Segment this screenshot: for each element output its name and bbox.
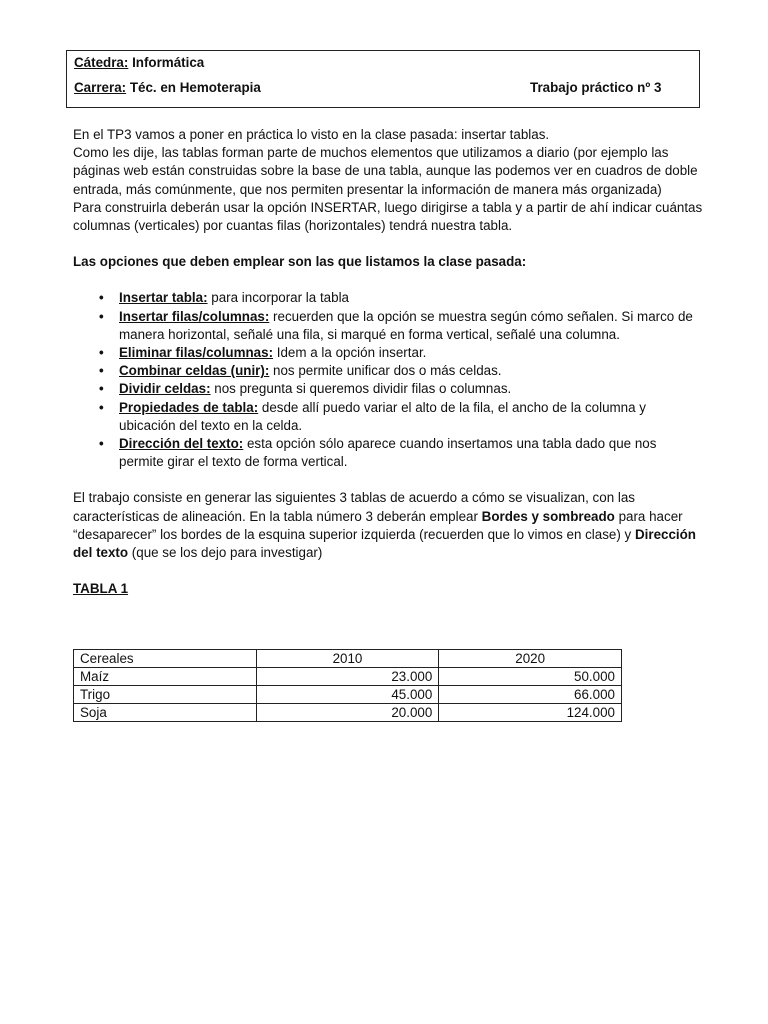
list-item [73, 399, 703, 435]
bullet-icon: • [99, 308, 104, 324]
work-paragraph [73, 489, 703, 562]
bullet-icon: • [99, 399, 104, 415]
table-cell: 50.000 [439, 668, 622, 686]
options-heading: Las opciones que deben emplear son las que listamos la clase pasada: [73, 254, 527, 270]
table-row [74, 686, 622, 704]
option-term: Insertar tabla: [119, 290, 208, 306]
work-bold-2: Dirección del texto [73, 526, 696, 561]
option-text: Idem a la opción insertar. [273, 345, 427, 361]
option-text: nos pregunta si queremos dividir filas o columnas. [210, 381, 512, 397]
table-header-cell: Cereales [74, 650, 257, 668]
table-cell: Maíz [74, 668, 257, 686]
carrera-value: Téc. en Hemoterapia [129, 80, 261, 95]
option-term: Combinar celdas (unir): [119, 363, 270, 379]
header-box [66, 50, 700, 108]
carrera-label: Carrera: [74, 80, 127, 95]
work-text-2: para hacer “desaparecer” los bordes de la esquina superior izquierda (recuerden que lo vimos en clase) y [73, 508, 683, 542]
table-row [74, 704, 622, 722]
bullet-icon: • [99, 363, 104, 379]
option-text: recuerden que la opción se muestra según cómo señalen. Si marco de manera horizontal, señalé una fila, si marqué en forma vertical, señalé una columna. [119, 308, 693, 342]
document-body [73, 126, 703, 598]
table-1 [73, 649, 622, 722]
work-bold-1: Bordes y sombreado [481, 508, 615, 524]
table-header-cell: 2010 [256, 650, 439, 668]
option-text: para incorporar la tabla [207, 290, 349, 306]
list-item [73, 344, 703, 362]
table-cell: 124.000 [439, 704, 622, 722]
option-text: esta opción sólo aparece cuando insertamos una tabla dado que nos permite girar el texto de forma vertical. [119, 436, 657, 470]
list-item [73, 380, 703, 398]
table-row [74, 668, 622, 686]
table-cell: 23.000 [256, 668, 439, 686]
table-cell: 20.000 [256, 704, 439, 722]
catedra-label: Cátedra: [74, 55, 129, 70]
bullet-icon: • [99, 381, 104, 397]
table-cell: 66.000 [439, 686, 622, 704]
table-header-cell: 2020 [439, 650, 622, 668]
table-cell: 45.000 [256, 686, 439, 704]
intro-paragraph-1: En el TP3 vamos a poner en práctica lo visto en la clase pasada: insertar tablas. [73, 127, 550, 142]
option-term: Dividir celdas: [119, 381, 211, 397]
catedra-line [74, 55, 204, 70]
work-text-1: El trabajo consiste en generar las siguientes 3 tablas de acuerdo a cómo se visualizan, con las características de alineación. En la tabla número 3 deberán emplear [73, 490, 635, 524]
list-item [73, 362, 703, 380]
table-cell: Trigo [74, 686, 257, 704]
bullet-icon: • [99, 290, 104, 306]
option-term: Propiedades de tabla: [119, 399, 259, 415]
option-text: nos permite unificar dos o más celdas. [269, 363, 502, 379]
intro-paragraph-2: Como les dije, las tablas forman parte de muchos elementos que utilizamos a diario (por ejemplo las páginas web están construidas sobre la base de una tabla, aunque las podemos ver en cuadros de doble entrada, más comúnmente, que nos permiten presentar la información de manera más organizada) [73, 145, 698, 197]
option-text: desde allí puedo variar el alto de la fila, el ancho de la columna y ubicación del texto en la celda. [119, 399, 646, 433]
work-text-3: (que se los dejo para investigar) [128, 545, 323, 561]
catedra-value: Informática [132, 55, 205, 70]
list-item [73, 435, 703, 471]
bullet-icon: • [99, 436, 104, 452]
list-item [73, 289, 703, 307]
carrera-line [74, 80, 261, 95]
table-1-title: TABLA 1 [73, 581, 129, 597]
table-header-row [74, 650, 622, 668]
option-term: Dirección del texto: [119, 436, 244, 452]
list-item [73, 308, 703, 344]
table-cell: Soja [74, 704, 257, 722]
option-term: Insertar filas/columnas: [119, 308, 270, 324]
options-list [73, 289, 703, 471]
intro-paragraph-3: Para construirla deberán usar la opción INSERTAR, luego dirigirse a tabla y a partir de ahí indicar cuántas columnas (verticales) por cuantas filas (horizontales) tendrá nuestra tabla. [73, 199, 703, 234]
option-term: Eliminar filas/columnas: [119, 345, 274, 361]
trabajo-practico-label: Trabajo práctico nº 3 [530, 80, 662, 95]
bullet-icon: • [99, 345, 104, 361]
